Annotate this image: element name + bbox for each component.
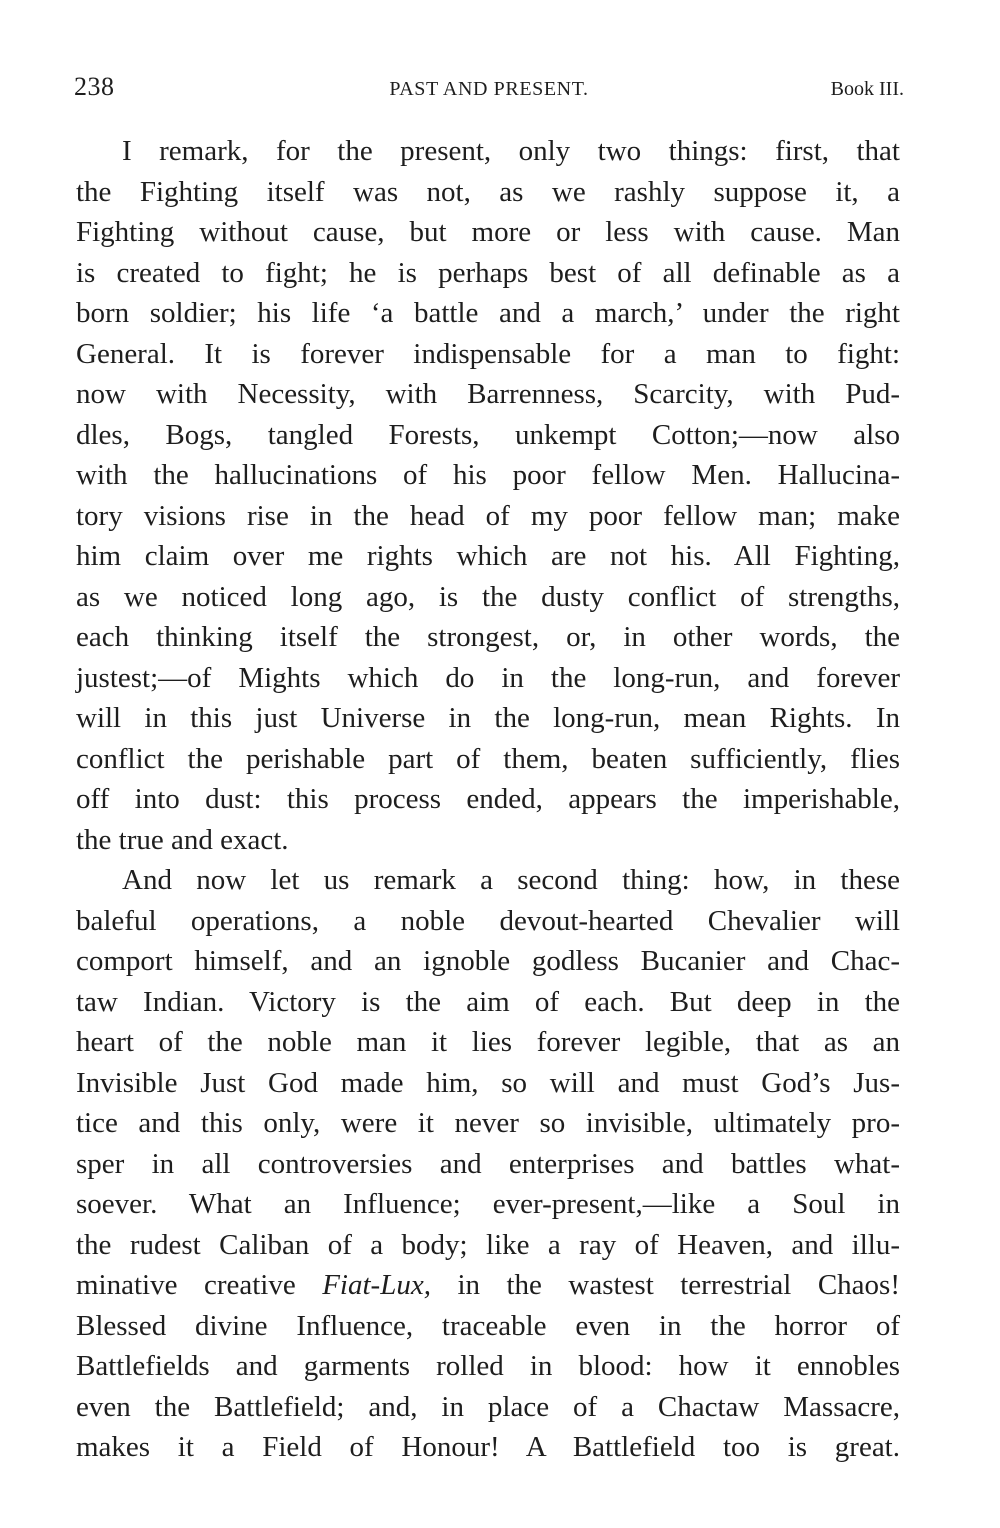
text-line: dles, Bogs, tangled Forests, unkempt Cotton;—now also	[76, 418, 900, 451]
text-line: him claim over me rights which are not his. All Fighting,	[76, 540, 900, 572]
text-segment: minative creative	[76, 1269, 323, 1301]
text-line: justest;—of Mights which do in the long-run, and forever	[76, 661, 900, 694]
book-label: Book III.	[830, 78, 904, 100]
text-line-with-italic	[76, 1265, 900, 1306]
page-number: 238	[74, 72, 115, 101]
text-line: Battlefields and garments rolled in blood: how it ennobles	[76, 1350, 900, 1382]
text-line: I remark, for the present, only two things: first, that	[122, 135, 900, 167]
text-line: the Fighting itself was not, as we rashly suppose it, a	[76, 175, 900, 208]
text-segment: in the wastest terrestrial Chaos!	[430, 1269, 900, 1301]
text-line: each thinking itself the strongest, or, in other words, the	[76, 621, 900, 653]
text-line: born soldier; his life ‘a battle and a march,’ under the right	[76, 297, 900, 329]
italic-phrase: Fiat-Lux,	[322, 1269, 431, 1301]
text-line: the true and exact.	[76, 823, 289, 856]
text-line: conflict the perishable part of them, beaten sufficiently, flies	[76, 742, 900, 775]
text-line: the rudest Caliban of a body; like a ray of Heaven, and illu-	[76, 1228, 900, 1261]
text-line: General. It is forever indispensable for a man to fight:	[76, 337, 900, 370]
running-title: PAST AND PRESENT.	[389, 78, 589, 100]
text-line: now with Necessity, with Barrenness, Scarcity, with Pud-	[76, 378, 900, 410]
paragraph-2	[76, 860, 900, 1468]
text-line: off into dust: this process ended, appears the imperishable,	[76, 783, 900, 815]
text-line: makes it a Field of Honour! A Battlefield too is great.	[76, 1431, 900, 1463]
text-line: baleful operations, a noble devout-hearted Chevalier will	[76, 904, 900, 937]
text-line: tory visions rise in the head of my poor fellow man; make	[76, 499, 900, 532]
text-line: with the hallucinations of his poor fellow Men. Hallucina-	[76, 459, 900, 491]
text-line: Blessed divine Influence, traceable even in the horror of	[76, 1309, 900, 1342]
text-line: Invisible Just God made him, so will and must God’s Jus-	[76, 1066, 900, 1099]
text-line: as we noticed long ago, is the dusty conflict of strengths,	[76, 580, 900, 613]
text-line: sper in all controversies and enterprises and battles what-	[76, 1147, 900, 1180]
text-line: tice and this only, were it never so invisible, ultimately pro-	[76, 1107, 900, 1139]
page-body	[76, 131, 900, 1468]
paragraph-1	[76, 131, 900, 860]
text-line: soever. What an Influence; ever-present,—like a Soul in	[76, 1188, 900, 1220]
text-line: even the Battlefield; and, in place of a Chactaw Massacre,	[76, 1390, 900, 1423]
text-line: Fighting without cause, but more or less with cause. Man	[76, 216, 900, 248]
text-line: comport himself, and an ignoble godless Bucanier and Chac-	[76, 945, 900, 977]
text-line: And now let us remark a second thing: how, in these	[122, 864, 900, 896]
text-line: will in this just Universe in the long-run, mean Rights. In	[76, 702, 900, 734]
page-header	[74, 72, 904, 108]
text-line: is created to fight; he is perhaps best of all definable as a	[76, 256, 900, 289]
text-line: taw Indian. Victory is the aim of each. But deep in the	[76, 985, 900, 1018]
text-line: heart of the noble man it lies forever legible, that as an	[76, 1026, 900, 1058]
